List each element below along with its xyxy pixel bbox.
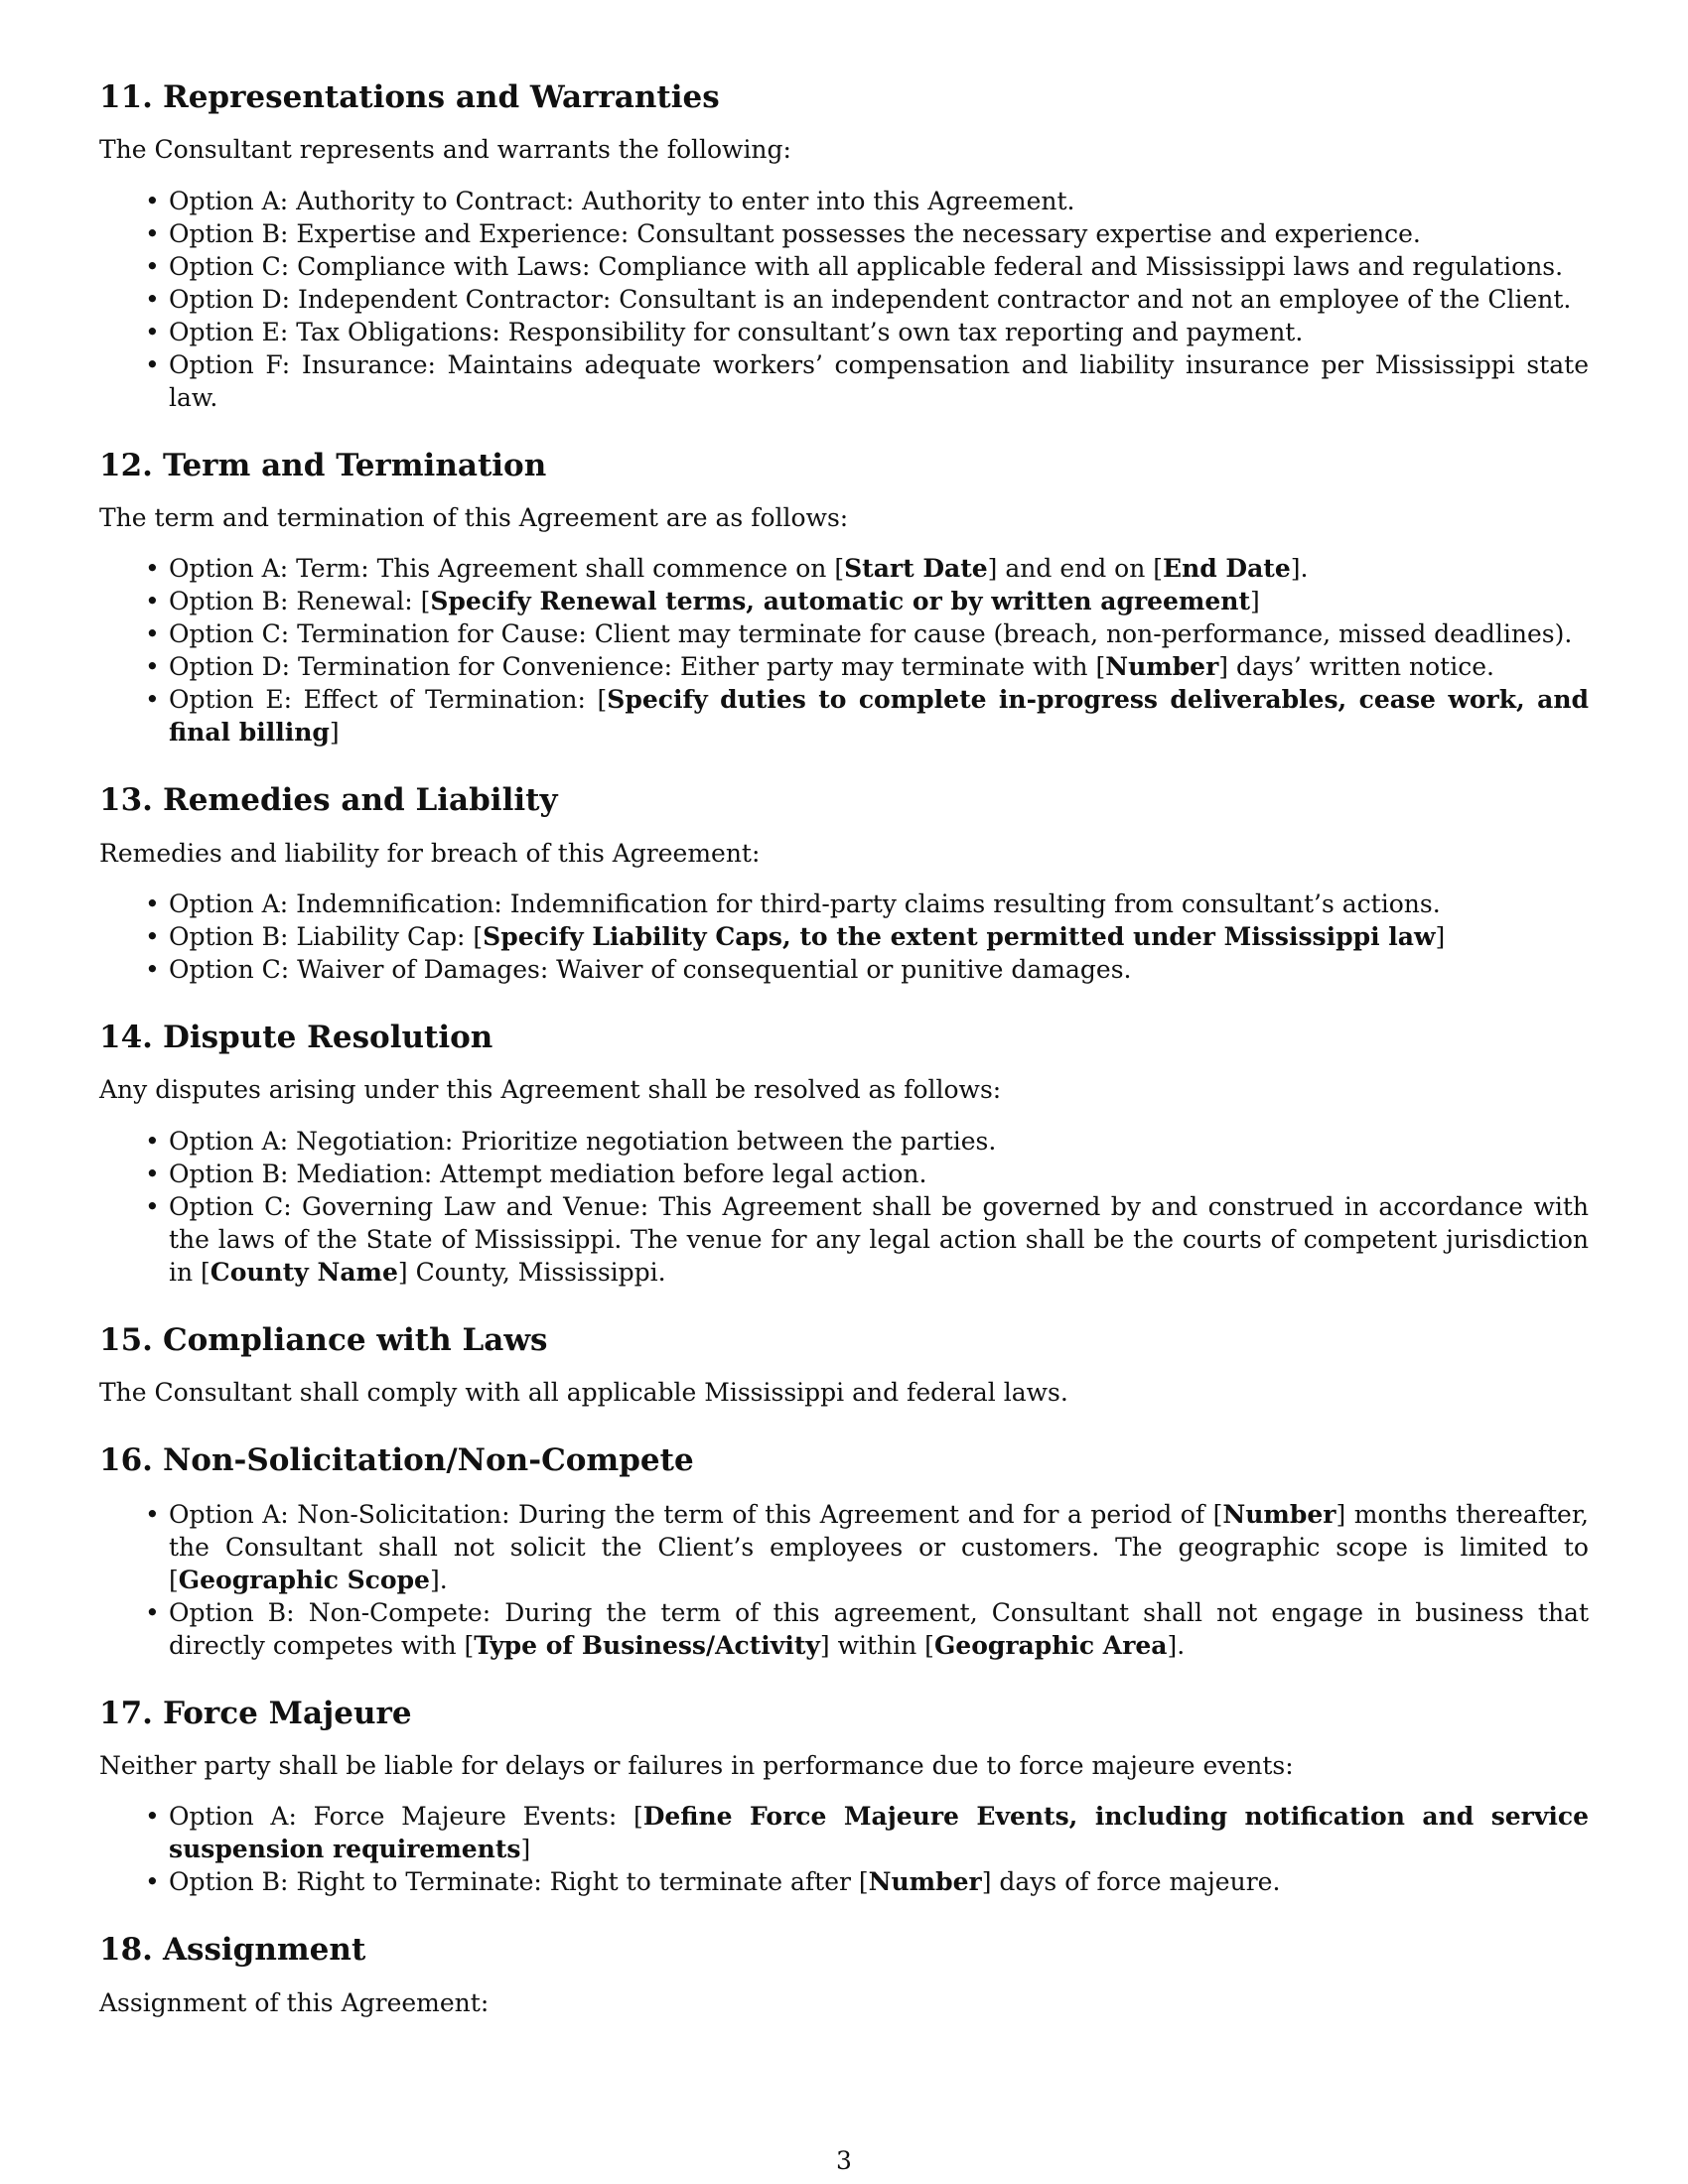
section-heading: 16. Non-Solicitation/Non-Compete: [99, 1442, 694, 1479]
section-intro: The Consultant represents and warrants the following:: [99, 135, 791, 165]
list-item: • Option D: Termination for Convenience: Either party may terminate with [Number] days’ written notice.: [99, 650, 1589, 683]
placeholder: Number: [1105, 652, 1219, 682]
list-item: • Option C: Waiver of Damages: Waiver of consequential or punitive damages.: [99, 953, 1589, 986]
section-intro: The Consultant shall comply with all applicable Mississippi and federal laws.: [99, 1377, 1068, 1407]
list-item: • Option C: Compliance with Laws: Compliance with all applicable federal and Mississippi laws and regulations.: [99, 250, 1589, 283]
section-intro: Remedies and liability for breach of this Agreement:: [99, 838, 761, 868]
section-11: [99, 79, 1589, 414]
placeholder: Define Force Majeure Events, including notification and service suspension requirements: [169, 1802, 1589, 1864]
placeholder: Specify Liability Caps, to the extent permitted under Mississippi law: [483, 922, 1436, 952]
list-item: • Option E: Tax Obligations: Responsibility for consultant’s own tax reporting and payment.: [99, 316, 1589, 348]
section-intro: Any disputes arising under this Agreement shall be resolved as follows:: [99, 1075, 1002, 1105]
placeholder: End Date: [1163, 554, 1291, 584]
section-heading: 13. Remedies and Liability: [99, 782, 558, 819]
list-item: • Option A: Indemnification: Indemnification for third-party claims resulting from consultant’s actions.: [99, 887, 1589, 920]
section-14: [99, 1020, 1589, 1289]
placeholder: Geographic Scope: [178, 1565, 430, 1594]
section-heading: 15. Compliance with Laws: [99, 1321, 548, 1358]
section-13: [99, 782, 1589, 986]
list-item: • Option A: Negotiation: Prioritize negotiation between the parties.: [99, 1125, 1589, 1158]
section-15: [99, 1322, 1589, 1410]
document-page: [99, 79, 1589, 2053]
list-item: • Option A: Force Majeure Events: [Define Force Majeure Events, including notification and service suspension requirements]: [99, 1800, 1589, 1865]
option-list: [99, 1800, 1589, 1898]
list-item: • Option C: Governing Law and Venue: This Agreement shall be governed by and construed in accordance with the laws of the State of Mississippi. The venue for any legal action shall be the courts of competent jurisdiction in [County Name] County, Mississippi.: [99, 1190, 1589, 1289]
section-16: [99, 1442, 1589, 1661]
option-list: [99, 887, 1589, 986]
section-heading: 17. Force Majeure: [99, 1695, 412, 1731]
section-intro: Assignment of this Agreement:: [99, 1987, 490, 2017]
list-item: • Option E: Effect of Termination: [Specify duties to complete in-progress deliverables, cease work, and final billing]: [99, 683, 1589, 749]
section-12: [99, 448, 1589, 750]
placeholder: Specify Renewal terms, automatic or by written agreement: [430, 587, 1251, 616]
list-item: • Option B: Non-Compete: During the term of this agreement, Consultant shall not engage in business that directly competes with [Type of Business/Activity] within [Geographic Area].: [99, 1596, 1589, 1662]
list-item: • Option C: Termination for Cause: Client may terminate for cause (breach, non-performance, missed deadlines).: [99, 617, 1589, 650]
section-heading: 14. Dispute Resolution: [99, 1020, 493, 1056]
placeholder: Number: [1222, 1499, 1336, 1529]
section-intro: The term and termination of this Agreement are as follows:: [99, 502, 849, 532]
placeholder: Type of Business/Activity: [474, 1630, 820, 1660]
placeholder: Number: [868, 1867, 982, 1897]
list-item: • Option A: Non-Solicitation: During the term of this Agreement and for a period of [Number] months thereafter, the Consultant shall not solicit the Client’s employees or customers. The geographic scope is limited to [Geographic Scope].: [99, 1498, 1589, 1596]
placeholder: Geographic Area: [933, 1630, 1168, 1660]
option-list: [99, 1125, 1589, 1289]
list-item: • Option A: Authority to Contract: Authority to enter into this Agreement.: [99, 185, 1589, 217]
page-number: 3: [836, 2146, 852, 2175]
section-heading: 18. Assignment: [99, 1932, 366, 1969]
section-18: [99, 1932, 1589, 2019]
section-heading: 12. Term and Termination: [99, 447, 547, 483]
option-list: [99, 185, 1589, 414]
list-item: • Option B: Renewal: [Specify Renewal terms, automatic or by written agreement]: [99, 585, 1589, 617]
placeholder: Start Date: [844, 554, 988, 584]
list-item: • Option A: Term: This Agreement shall commence on [Start Date] and end on [End Date].: [99, 552, 1589, 585]
section-intro: Neither party shall be liable for delays or failures in performance due to force majeure events:: [99, 1750, 1294, 1780]
list-item: • Option F: Insurance: Maintains adequate workers’ compensation and liability insurance per Mississippi state law.: [99, 348, 1589, 414]
list-item: • Option B: Liability Cap: [Specify Liability Caps, to the extent permitted under Mississippi law]: [99, 920, 1589, 953]
list-item: • Option D: Independent Contractor: Consultant is an independent contractor and not an employee of the Client.: [99, 283, 1589, 316]
list-item: • Option B: Right to Terminate: Right to terminate after [Number] days of force majeure.: [99, 1865, 1589, 1898]
section-heading: 11. Representations and Warranties: [99, 79, 720, 115]
option-list: [99, 1498, 1589, 1662]
placeholder: County Name: [210, 1257, 398, 1287]
placeholder: Specify duties to complete in-progress deliverables, cease work, and final billing: [169, 685, 1589, 748]
section-17: [99, 1696, 1589, 1899]
list-item: • Option B: Mediation: Attempt mediation before legal action.: [99, 1158, 1589, 1190]
list-item: • Option B: Expertise and Experience: Consultant possesses the necessary expertise and experience.: [99, 217, 1589, 250]
option-list: [99, 552, 1589, 749]
